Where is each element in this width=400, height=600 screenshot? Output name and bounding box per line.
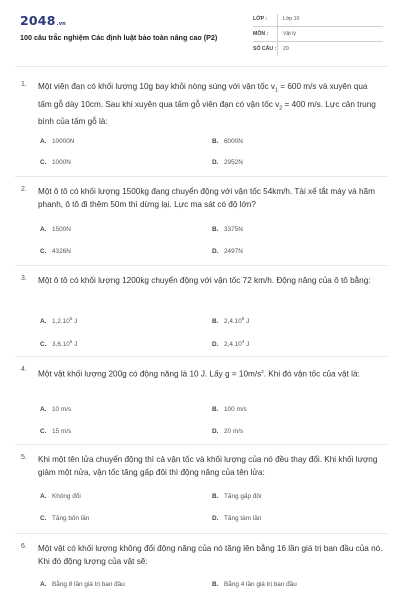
question-number: 1. bbox=[21, 81, 27, 88]
meta-count-value: 20 bbox=[283, 46, 289, 52]
logo-main: 2048 bbox=[20, 13, 56, 28]
option-b[interactable]: B. Bằng 4 lần giá trị ban đầu bbox=[212, 581, 297, 588]
question-number: 4. bbox=[21, 366, 27, 373]
option-d[interactable]: D. 20 m/s bbox=[212, 428, 244, 435]
option-c[interactable]: C. 1000N bbox=[40, 159, 71, 166]
option-b[interactable]: B. Tăng gấp đôi bbox=[212, 493, 262, 500]
site-logo[interactable] bbox=[20, 13, 66, 28]
question-text: Một vật khối lượng 200g có động năng là 10 J. Lấy $g = 10m/s^2$. Khi đó vận tốc của vật là: bbox=[38, 369, 360, 379]
question-divider bbox=[15, 265, 387, 266]
question-text: Khi một tên lửa chuyển động thì cả vận tốc và khối lượng của nó đều thay đổi. Khi khối lượng giảm một nửa, vận tốc tăng gấp đôi thì động năng của tên lửa: bbox=[38, 455, 378, 477]
question-number: 5. bbox=[21, 454, 27, 461]
question-divider bbox=[15, 533, 387, 534]
option-c[interactable]: C. 15 m/s bbox=[40, 428, 72, 435]
question-number: 3. bbox=[21, 275, 27, 282]
question-text: Một vật có khối lượng không đổi động năng của nó tăng lên bằng 16 lần giá trị ban đầu của nó. Khi đó động lượng của vật sẽ: bbox=[38, 544, 383, 566]
option-c[interactable]: C. 3,6.10$^5$ J bbox=[40, 339, 78, 349]
question-divider bbox=[15, 176, 387, 177]
logo-suffix: .vn bbox=[56, 21, 66, 27]
meta-rule bbox=[253, 26, 383, 27]
meta-count-key: SỐ CÂU : bbox=[253, 46, 277, 52]
option-b[interactable]: B. 100 m/s bbox=[212, 406, 247, 413]
option-a[interactable]: A. 1,2.10$^5$ J bbox=[40, 316, 78, 326]
option-d[interactable]: D. 2952N bbox=[212, 159, 243, 166]
question-text: Một viên đạn có khối lượng 10g bay khỏi nòng súng với vận tốc $v_1 = 600$ m/s và xuyên qua tấm gỗ dày 10cm. Sau khi xuyên qua tấm gỗ viên đạn có vận tốc $v_2 = 400$ m/s. Lực cản trung bình của tấm gỗ là: bbox=[38, 82, 376, 127]
page-header bbox=[0, 0, 400, 60]
question-text: Một ô tô có khối lượng 1200kg chuyển động với vận tốc 72 km/h. Động năng của ô tô bằng: bbox=[38, 276, 371, 285]
option-b[interactable]: B. 3375N bbox=[212, 226, 243, 233]
meta-info-box bbox=[253, 14, 383, 56]
option-d[interactable]: D. 2497N bbox=[212, 248, 243, 255]
question-number: 6. bbox=[21, 543, 27, 550]
meta-class-value: Lớp 10 bbox=[283, 16, 300, 22]
question-text: Một ô tô có khối lượng 1500kg đang chuyển động với vận tốc 54km/h. Tài xế tắt máy và hãm phanh, ô tô đi thêm 50m thì dừng lại. Lực ma sát có độ lớn? bbox=[38, 187, 375, 209]
meta-divider bbox=[277, 14, 278, 56]
option-a[interactable]: A. 10000N bbox=[40, 138, 75, 145]
meta-subject-key: MÔN : bbox=[253, 31, 269, 37]
option-b[interactable]: B. 2,4.10$^5$ J bbox=[212, 316, 250, 326]
meta-subject-value: Vật lý bbox=[283, 31, 296, 37]
option-d[interactable]: D. 2,4.10$^4$ J bbox=[212, 339, 250, 349]
option-a[interactable]: A. Bằng 8 lần giá trị ban đầu bbox=[40, 581, 125, 588]
option-a[interactable]: A. 1500N bbox=[40, 226, 71, 233]
option-a[interactable]: A. 10 m/s bbox=[40, 406, 72, 413]
question-number: 2. bbox=[21, 186, 27, 193]
option-c[interactable]: C. Tăng bốn lần bbox=[40, 515, 90, 522]
option-a[interactable]: A. Không đổi bbox=[40, 493, 81, 500]
option-c[interactable]: C. 4326N bbox=[40, 248, 71, 255]
header-divider bbox=[15, 66, 387, 67]
document-title: 100 câu trắc nghiệm Các định luật bảo toàn nâng cao (P2) bbox=[20, 33, 218, 42]
meta-class-key: LỚP : bbox=[253, 16, 268, 22]
question-divider bbox=[15, 444, 387, 445]
question-divider bbox=[15, 356, 387, 357]
meta-rule bbox=[253, 41, 383, 42]
option-b[interactable]: B. 6000N bbox=[212, 138, 243, 145]
option-d[interactable]: D. Tăng tám lần bbox=[212, 515, 262, 522]
